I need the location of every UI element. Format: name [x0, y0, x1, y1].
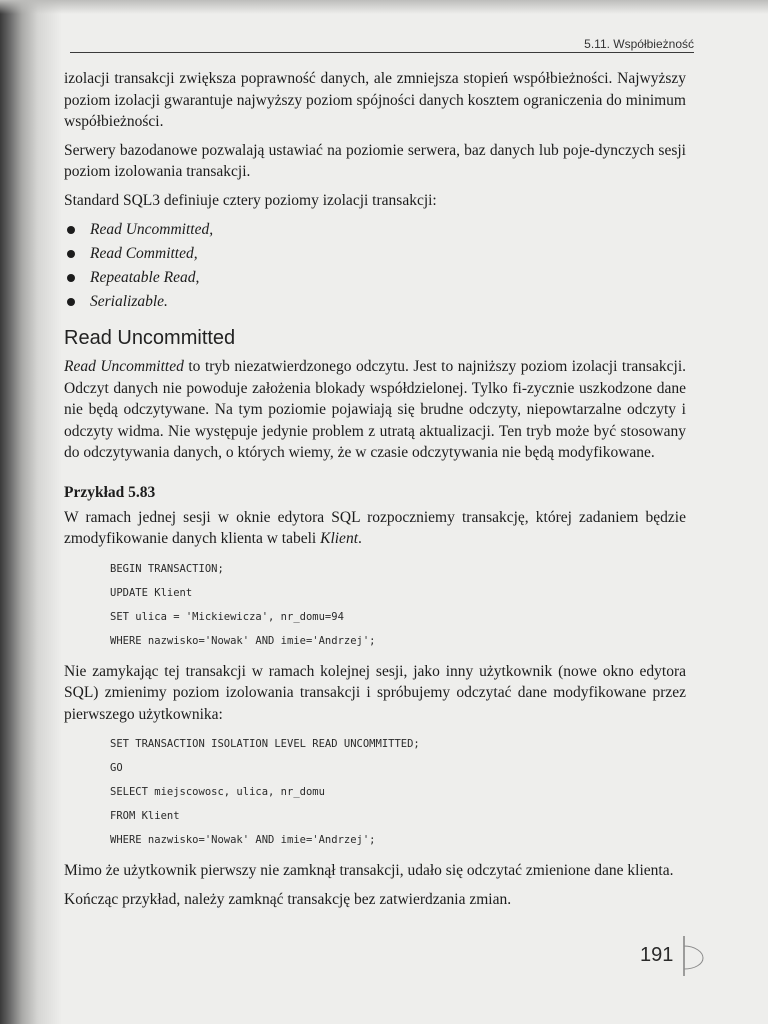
spine-shadow [0, 0, 62, 1024]
main-text [64, 68, 686, 917]
isolation-levels-list [64, 218, 686, 314]
punctuation: . [358, 530, 362, 547]
table-name: Klient [320, 530, 358, 547]
paragraph-text: W ramach jednej sesji w oknie edytora SQL rozpoczniemy transakcję, której zadaniem będzie zmodyfikowanie danych klienta w tabeli [64, 508, 686, 547]
paragraph-server-settings: Serwery bazodanowe pozwalają ustawiać na poziomie serwera, baz danych lub poje-dynczych sesji poziom izolowania transakcji. [64, 141, 686, 180]
page-corner-mark-icon [681, 936, 707, 976]
paragraph-read-uncommitted [64, 356, 686, 464]
term-read-uncommitted: Read Uncommitted [64, 358, 184, 375]
list-item [64, 218, 686, 242]
code-line: UPDATE Klient [110, 586, 193, 599]
code-line: SELECT miejscowosc, ulica, nr_domu [110, 786, 325, 798]
list-item [64, 242, 686, 266]
code-line: WHERE nazwisko='Nowak' AND imie='Andrzej'; [110, 634, 376, 647]
paragraph-example-intro [64, 507, 686, 550]
section-heading: Read Uncommitted [64, 327, 236, 349]
list-item [64, 290, 686, 314]
paragraph-second-session: Nie zamykając tej transakcji w ramach kolejnej sesji, jako inny użytkownik (nowe okno edytora SQL) zmienimy poziom izolowania transakcji i spróbujemy odczytać dane modyfikowane przez pierwszego użytkownika: [64, 662, 686, 723]
code-line: SET ulica = 'Mickiewicza', nr_domu=94 [110, 610, 344, 623]
code-block-update [110, 557, 686, 653]
code-line: WHERE nazwisko='Nowak' AND imie='Andrzej'; [110, 834, 376, 846]
code-line: BEGIN TRANSACTION; [110, 562, 224, 575]
paragraph-result: Mimo że użytkownik pierwszy nie zamknął transakcji, udało się odczytać zmienione dane klienta. [64, 862, 674, 879]
page-number: 191 [640, 944, 674, 966]
bullet-icon [67, 226, 75, 234]
paragraph-isolation-intro: izolacji transakcji zwiększa poprawność danych, ale zmniejsza stopień współbieżności. Najwyższy poziom izolacji gwarantuje najwyższy poziom spójności danych kosztem ograniczenia do minimum współbieżności. [64, 70, 686, 130]
paragraph-conclusion: Kończąc przykład, należy zamknąć transakcję bez zatwierdzania zmian. [64, 890, 512, 908]
list-item-label: Read Committed, [90, 245, 198, 262]
list-item-label: Repeatable Read, [90, 269, 200, 286]
bullet-icon [67, 274, 75, 282]
top-edge-shadow [0, 0, 768, 14]
bullet-icon [67, 250, 75, 258]
paragraph-text: to tryb niezatwierdzonego odczytu. Jest to najniższy poziom izolacji transakcji. Odczyt danych nie powoduje założenia blokady współdzielonej. Tylko fi-zycznie uszkodzone dane nie będą odczytywane. Na tym poziomie pojawiają się brudne odczyty, niepowtarzalne odczyty i odczyty widma. Nie występuje jedynie problem z utratą aktualizacji. Ten tryb może być stosowany do odczytywania danych, o których wiemy, że w czasie odczytywania nie będą modyfikowane. [64, 358, 687, 461]
list-item [64, 266, 686, 290]
code-line: GO [110, 762, 123, 774]
paragraph-sql3-levels: Standard SQL3 definiuje cztery poziomy izolacji transakcji: [64, 191, 437, 209]
list-item-label: Read Uncommitted, [90, 221, 214, 238]
bullet-icon [67, 298, 75, 306]
code-block-select [110, 732, 686, 852]
code-line: FROM Klient [110, 810, 180, 822]
list-item-label: Serializable. [90, 293, 168, 310]
example-heading: Przykład 5.83 [64, 483, 156, 501]
running-header: 5.11. Współbieżność [70, 36, 694, 53]
code-line: SET TRANSACTION ISOLATION LEVEL READ UNCOMMITTED; [110, 738, 420, 750]
